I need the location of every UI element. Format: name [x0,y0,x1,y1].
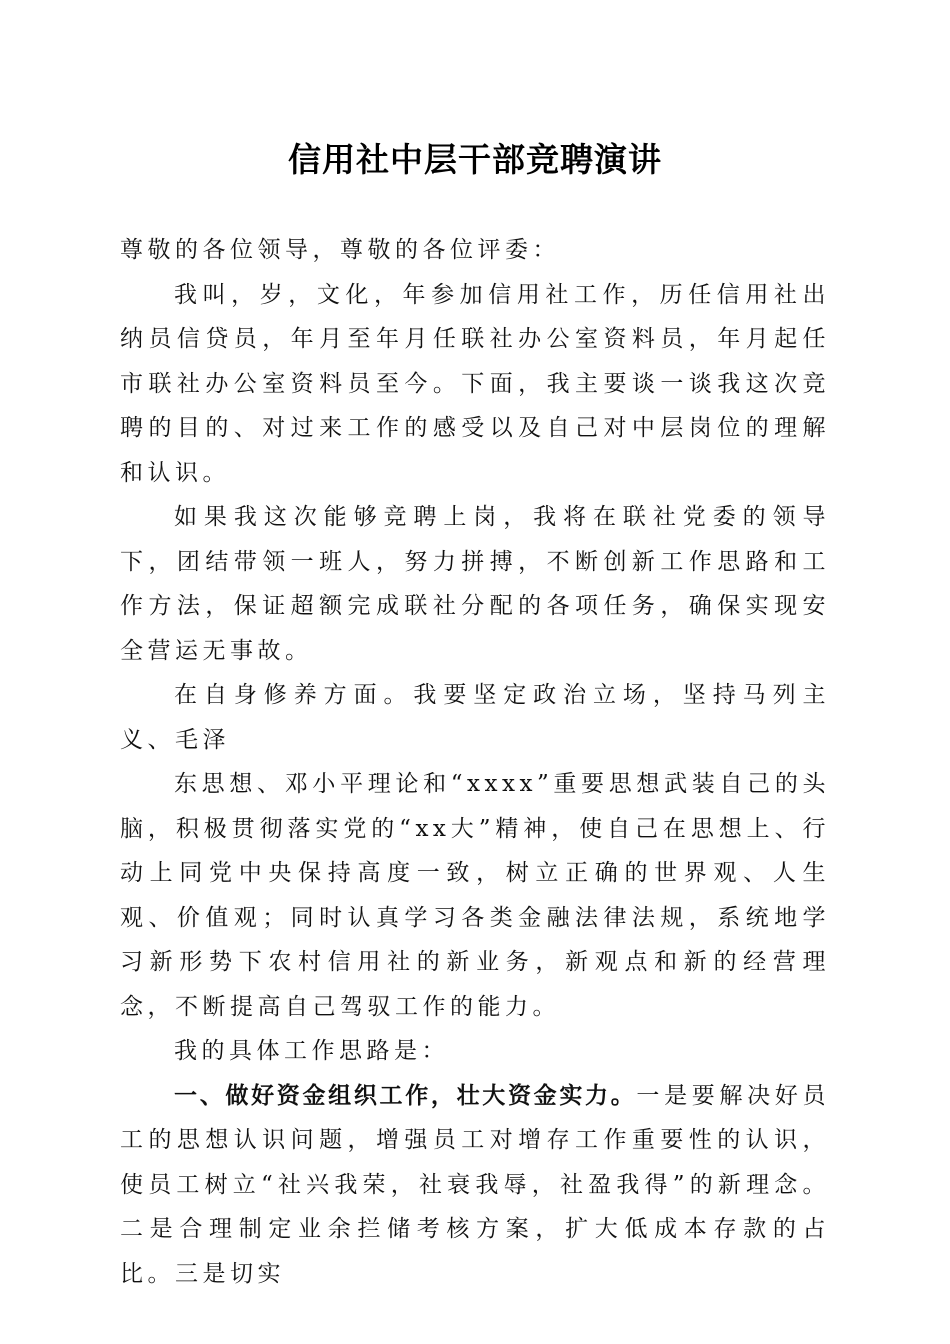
paragraph-funding [120,1074,830,1297]
document-title: 信用社中层干部竞聘演讲 [288,140,662,179]
section-heading-funding: 一、做好资金组织工作，壮大资金实力。 [174,1082,637,1109]
paragraph-commitment: 如果我这次能够竞聘上岗，我将在联社党委的领导下，团结带领一班人，努力拼搏，不断创新工作思路和工作方法，保证超额完成联社分配的各项任务，确保实现安全营运无事故。 [120,504,830,664]
paragraph-funding-text: 一是要解决好员工的思想认识问题，增强员工对增存工作重要性的认识，使员工树立“社兴我荣，社衰我辱，社盈我得”的新理念。二是合理制定业余拦储考核方案，扩大低成本存款的占比。三是切实 [120,1082,830,1287]
paragraph-ideology: 东思想、邓小平理论和“xxxx”重要思想武装自己的头脑，积极贯彻落实党的“xx大”精神，使自己在思想上、行动上同党中央保持高度一致，树立正确的世界观、人生观、价值观；同时认真学习各类金融法律法规，系统地学习新形势下农村信用社的新业务，新观点和新的经营理念，不断提高自己驾驭工作的能力。 [120,771,830,1020]
paragraph-intro: 我叫，岁，文化，年参加信用社工作，历任信用社出纳员信贷员，年月至年月任联社办公室资料员，年月起任市联社办公室资料员至今。下面，我主要谈一谈我这次竞聘的目的、对过来工作的感受以及自己对中层岗位的理解和认识。 [120,281,830,486]
salutation: 尊敬的各位领导，尊敬的各位评委： [120,237,560,263]
paragraph-self-cultivation: 在自身修养方面。我要坚定政治立场，坚持马列主义、毛泽 [120,682,830,753]
document-body [120,228,830,1296]
paragraph-work-approach: 我的具体工作思路是： [174,1038,449,1064]
